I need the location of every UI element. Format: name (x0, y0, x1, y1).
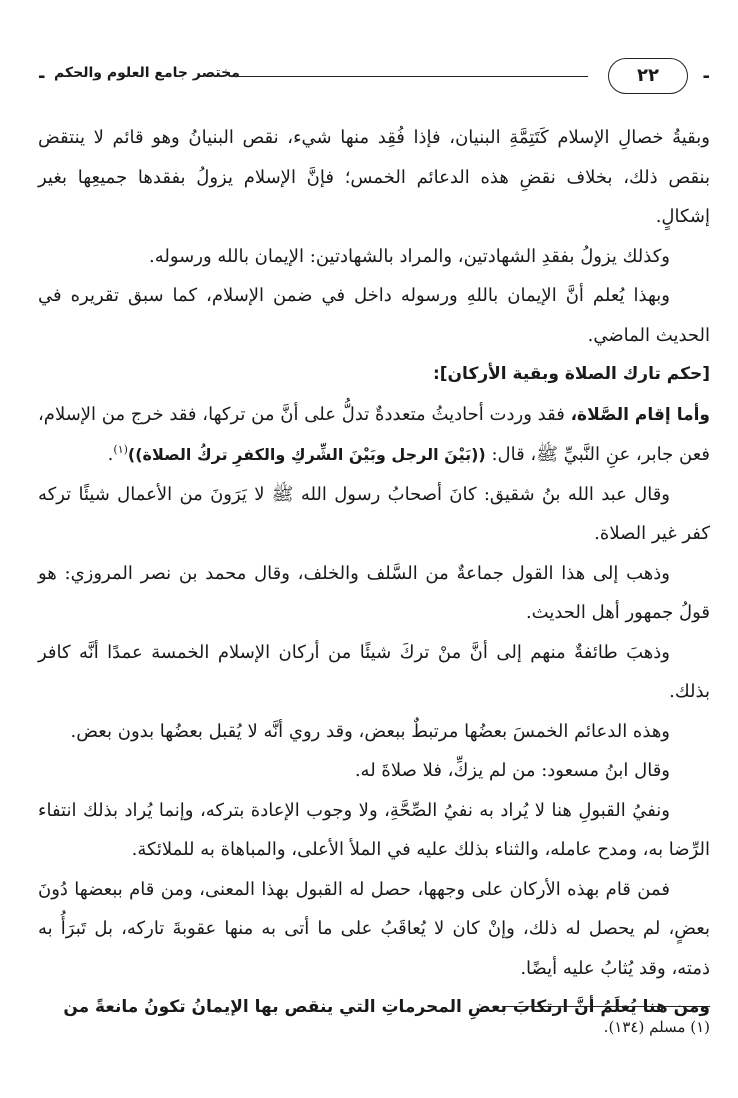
paragraph-4 (38, 395, 710, 475)
paragraph-6: وذهب إلى هذا القول جماعةٌ من السَّلف والخلف، وقال محمد بن نصر المروزي: هو قولُ جمهور أهل الحديث. (38, 562, 710, 623)
header-dash-right: - (702, 66, 710, 87)
page-header (38, 54, 710, 98)
paragraph-4-lead: وأما إقام الصَّلاة، (570, 404, 710, 425)
paragraph-1: وبقيةُ خصالِ الإسلام كَتَتِمَّةِ البنيان، فإذا فُقِد منها شيء، نقص البنيانُ وهو قائم لا ينتقض بنقص ذلك، بخلاف نقضِ هذه الدعائم الخمس؛ فإنَّ الإسلام يزولُ بفقدها جميعِها بغير إشكالٍ. (38, 127, 710, 227)
paragraph-4-end: . (107, 444, 114, 465)
book-page (38, 54, 710, 1064)
paragraph-5: وقال عبد الله بنُ شقيق: كانَ أصحابُ رسول الله ﷺ لا يَرَونَ من الأعمال شيئًا تركه كفر غير الصلاة. (38, 483, 710, 544)
page-body (38, 118, 710, 1028)
paragraph-4-text: فقد وردت أحاديثُ متعددةٌ تدلُّ على أنَّ من تركها، فقد خرج من الإسلام، فعن جابر، عنِ النَّبيِّ ﷺ، قال: (38, 403, 710, 465)
hadith-quote: ((بَيْنَ الرجل وبَيْنَ الشِّركِ والكفرِ تركُ الصلاة)) (127, 445, 486, 464)
paragraph-8: وهذه الدعائم الخمسَ بعضُها مرتبطٌ ببعض، وقد روي أنَّه لا يُقبل بعضُها بدون بعض. (70, 720, 670, 742)
running-title: مختصر جامع العلوم والحكم (54, 65, 240, 81)
paragraph-7: وذهبَ طائفةٌ منهم إلى أنَّ منْ تركَ شيئًا من أركان الإسلام الخمسة عمدًا أنَّه كافر بذلك. (38, 641, 710, 702)
paragraph-9: وقال ابنُ مسعود: من لم يزكِّ، فلا صلاةَ له. (354, 760, 670, 781)
footnote: (١) مسلم (١٣٤). (603, 1018, 710, 1036)
footnote-reference: (١) (113, 443, 128, 456)
header-dash-left: - (38, 66, 46, 87)
paragraph-11: فمن قام بهذه الأركان على وجهها، حصل له القبول بهذا المعنى، ومن قام ببعضها دُونَ بعضٍ، لم يحصل له ذلك، وإنْ كان لا يُعاقَبُ على ما أتى به منها عقوبةَ تاركه، بل تَبرَأُ به ذمته، وقد يُثابُ عليه أيضًا. (38, 878, 710, 979)
paragraph-2: وكذلك يزولُ بفقدِ الشهادتين، والمراد بالشهادتين: الإيمان بالله ورسوله. (149, 245, 670, 267)
footnote-separator (502, 1006, 710, 1007)
section-heading: [حكم تارك الصلاة وبقية الأركان]: (432, 364, 710, 384)
paragraph-3: وبهذا يُعلم أنَّ الإيمان باللهِ ورسوله داخل في ضمن الإسلام، كما سبق تقريره في الحديث الماضي. (38, 285, 710, 346)
header-rule (230, 76, 588, 77)
page-number: ٢٢ (608, 58, 688, 94)
paragraph-10: ونفيُ القبولِ هنا لا يُراد به نفيُ الصِّحَّةِ، ولا وجوب الإعادة بتركه، وإنما يُراد بذلك انتفاء الرِّضا به، ومدح عامله، والثناء بذلك عليه في الملأ الأعلى، والمباهاة به للملائكة. (38, 799, 710, 860)
paragraph-12: ومن هنا يُعلَمُ أنَّ ارتكابَ بعضِ المحرماتِ التي ينقص بها الإيمانُ تكونُ مانعةً من (63, 997, 710, 1017)
